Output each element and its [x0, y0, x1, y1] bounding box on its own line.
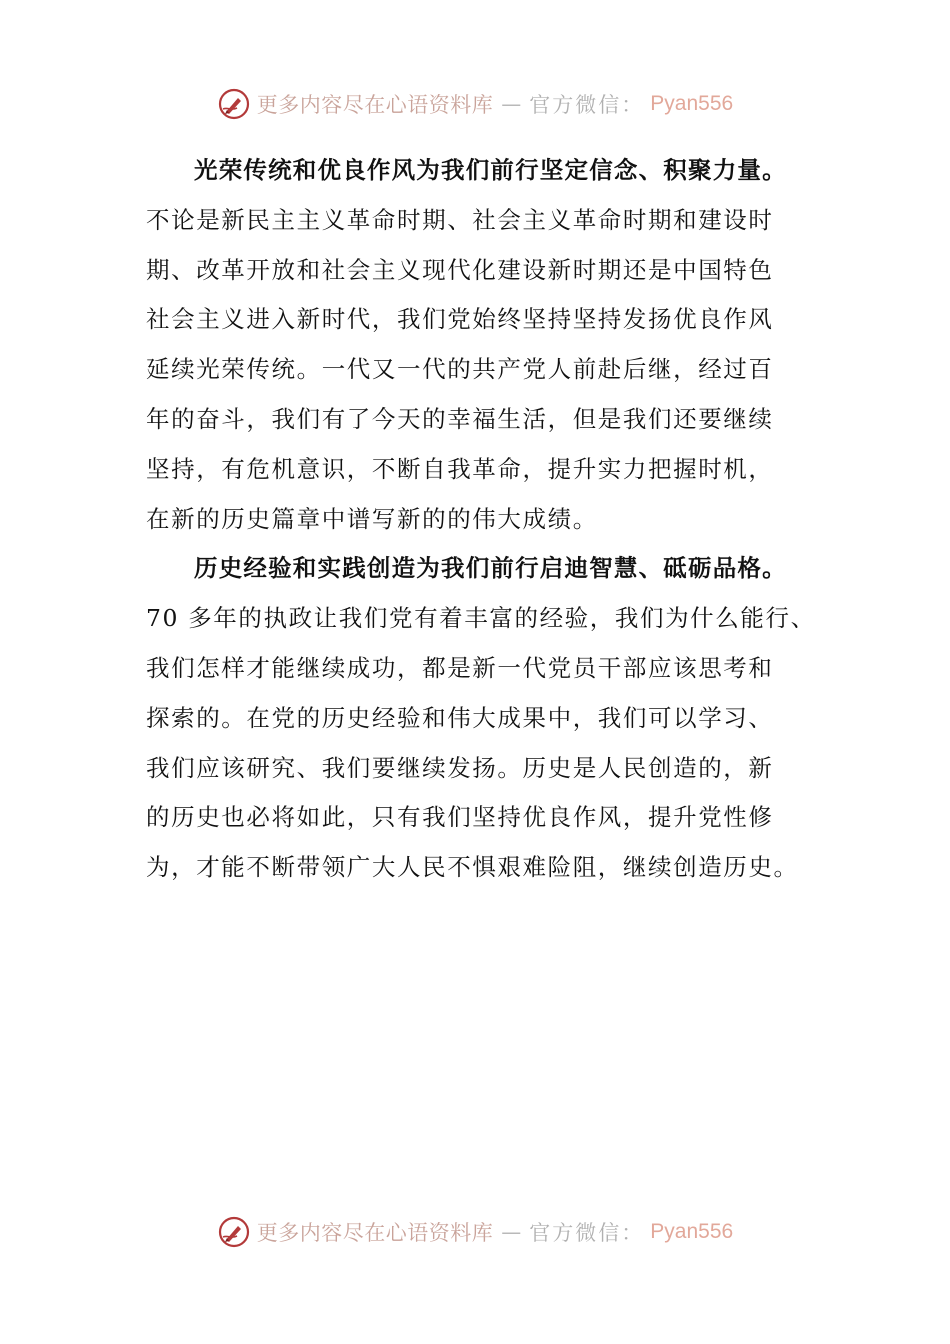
paragraph-line: 我们应该研究、我们要继续发扬。历史是人民创造的，新 — [146, 753, 774, 782]
watermark-wechat-id: Pyan556 — [650, 1220, 734, 1243]
watermark-wechat-label: 官方微信： — [529, 1221, 645, 1245]
watermark-wechat-label: 官方微信： — [529, 93, 645, 117]
paragraph-line: 社会主义进入新时代，我们党始终坚持坚持发扬优良作风 — [146, 305, 774, 334]
watermark-site-text: 更多内容尽在心语资料库 — [256, 1221, 494, 1245]
paragraph-line: 在新的历史篇章中谱写新的的伟大成绩。 — [146, 504, 598, 533]
watermark-wechat-id: Pyan556 — [650, 92, 734, 115]
paragraph-line: 年的奋斗，我们有了今天的幸福生活，但是我们还要继续 — [146, 404, 774, 433]
watermark-separator: — — [501, 1220, 522, 1244]
paragraph-line: 为，才能不断带领广大人民不惧艰难险阻，继续创造历史。 — [146, 853, 799, 882]
paragraph-1 — [146, 146, 836, 544]
paragraph-2 — [146, 544, 836, 893]
watermark-separator: — — [501, 92, 522, 116]
paragraph-line: 70 多年的执政让我们党有着丰富的经验，我们为什么能行、 — [146, 604, 816, 633]
paragraph-line: 坚持，有危机意识，不断自我革命，提升实力把握时机， — [146, 454, 774, 483]
paragraph-line: 我们怎样才能继续成功，都是新一代党员干部应该思考和 — [146, 653, 774, 682]
header-watermark — [0, 84, 950, 124]
paragraph-line: 探索的。在党的历史经验和伟大成果中，我们可以学习、 — [146, 703, 774, 732]
document-body — [146, 146, 836, 893]
paragraph-line: 不论是新民主主义革命时期、社会主义革命时期和建设时 — [146, 205, 774, 234]
pen-logo-icon — [217, 1215, 251, 1249]
footer-watermark — [0, 1212, 950, 1252]
paragraph-line: 期、改革开放和社会主义现代化建设新时期还是中国特色 — [146, 255, 774, 284]
paragraph-1-lead: 光荣传统和优良作风为我们前行坚定信念、积聚力量。 — [194, 156, 787, 184]
pen-logo-icon — [217, 87, 251, 121]
paragraph-1-lead-line — [146, 146, 836, 196]
watermark-site-text: 更多内容尽在心语资料库 — [256, 93, 494, 117]
paragraph-2-lead-line — [146, 544, 836, 594]
paragraph-line: 延续光荣传统。一代又一代的共产党人前赴后继，经过百 — [146, 355, 774, 384]
paragraph-line: 的历史也必将如此，只有我们坚持优良作风，提升党性修 — [146, 803, 774, 832]
paragraph-2-lead: 历史经验和实践创造为我们前行启迪智慧、砥砺品格。 — [194, 554, 787, 583]
